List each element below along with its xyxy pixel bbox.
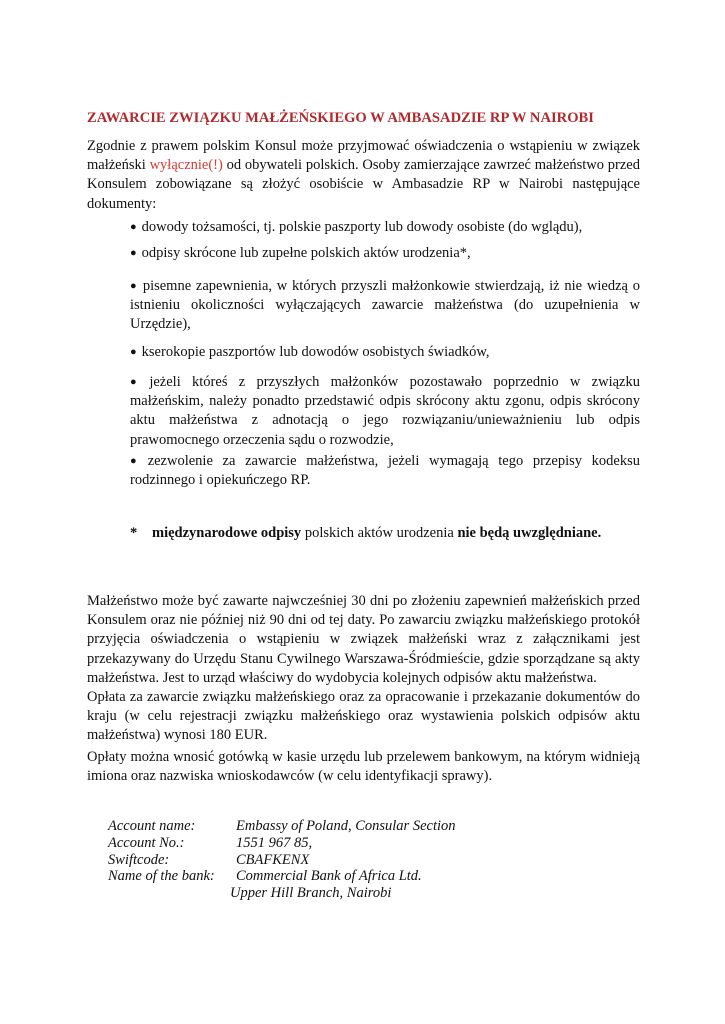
- bullet-item: ● pisemne zapewnienia, w których przyszli małżonkowie stwierdzają, iż nie wiedzą o istnieniu okoliczności wyłączających zawarcie małżeństwa (do uzupełnienia w Urzędzie),: [130, 278, 640, 333]
- bullet-item: ● kserokopie paszportów lub dowodów osobistych świadków,: [130, 344, 490, 360]
- bullet-icon: ●: [130, 376, 145, 388]
- intro-text-2: od obywateli polskich. Osoby zamierzające zawrzeć małżeństwo przed Konsulem zobowiązane są złożyć osobiście w Ambasadzie RP w Nairobi następujące dokumenty:: [87, 157, 640, 212]
- account-label: Name of the bank:: [108, 868, 215, 884]
- account-label: Swiftcode:: [108, 852, 170, 868]
- fee-paragraph: Opłata za zawarcie związku małżeńskiego oraz za opracowanie i przekazanie dokumentów do kraju (w celu rejestracji związku małżeńskiego oraz wystawienia polskich odpisów aktu małżeństwa) wynosi 180 EUR.: [87, 689, 640, 744]
- account-value: Upper Hill Branch, Nairobi: [230, 885, 392, 901]
- intro-text-1: Zgodnie z prawem polskim Konsul może przyjmować oświadczenia o wstąpieniu w związek małżeński: [87, 138, 640, 174]
- account-value: Commercial Bank of Africa Ltd.: [236, 868, 422, 884]
- bullet-icon: ●: [130, 221, 137, 233]
- account-row: [108, 835, 313, 852]
- bullet-item: ● zezwolenie za zawarcie małżeństwa, jeżeli wymagają tego przepisy kodeksu rodzinnego i opiekuńczego RP.: [130, 453, 640, 489]
- intro-highlight: wyłącznie(!): [149, 157, 223, 174]
- bullet-item: ● odpisy skrócone lub zupełne polskich aktów urodzenia*,: [130, 245, 471, 261]
- asterisk: *: [130, 525, 138, 541]
- marriage-timing-paragraph: Małżeństwo może być zawarte najwcześniej 30 dni po złożeniu zapewnień małżeńskich przed Konsulem oraz nie później niż 90 dni od tej daty. Po zawarciu związku małżeńskiego protokół przyjęcia oświadczenia o wstąpieniu w związek małżeński wraz z załącznikami jest przekazywany do Urzędu Stanu Cywilnego Warszawa-Śródmieście, gdzie sporządzane są akty małżeństwa. Jest to urząd właściwy do wydobycia kolejnych odpisów aktu małżeństwa.: [87, 593, 640, 686]
- account-value: 1551 967 85,: [236, 835, 313, 851]
- bullet-icon: ●: [130, 455, 143, 467]
- bullet-item: ● dowody tożsamości, tj. polskie paszporty lub dowody osobiste (do wglądu),: [130, 219, 583, 235]
- account-value: Embassy of Poland, Consular Section: [236, 818, 456, 834]
- bullet-item: ● jeżeli któreś z przyszłych małżonków pozostawało poprzednio w związku małżeńskim, należy ponadto przedstawić odpis skrócony aktu zgonu, odpis skrócony aktu małżeństwa z adnotacją o jego rozwiązaniu/unieważnieniu lub odpis prawomocnego orzeczenia sądu o rozwodzie,: [130, 374, 640, 448]
- account-label: Account name:: [108, 818, 196, 834]
- account-row: [108, 868, 422, 885]
- payment-paragraph: Opłaty można wnosić gotówką w kasie urzędu lub przelewem bankowym, na którym widnieją imiona oraz nazwiska wnioskodawców (w celu identyfikacji sprawy).: [87, 749, 640, 785]
- bullet-icon: ●: [130, 280, 138, 292]
- account-value: CBAFKENX: [236, 852, 310, 868]
- account-row: [108, 818, 456, 835]
- account-row: [108, 852, 310, 869]
- account-label: Account No.:: [108, 835, 185, 851]
- birth-certificate-note: * międzynarodowe odpisy polskich aktów urodzenia nie będą uwzględniane.: [130, 525, 602, 541]
- bullet-icon: ●: [130, 346, 137, 358]
- document-title: ZAWARCIE ZWIĄZKU MAŁŻEŃSKIEGO W AMBASADZIE RP W NAIROBI: [87, 110, 594, 126]
- bullet-icon: ●: [130, 247, 137, 259]
- intro-paragraph: [87, 137, 640, 214]
